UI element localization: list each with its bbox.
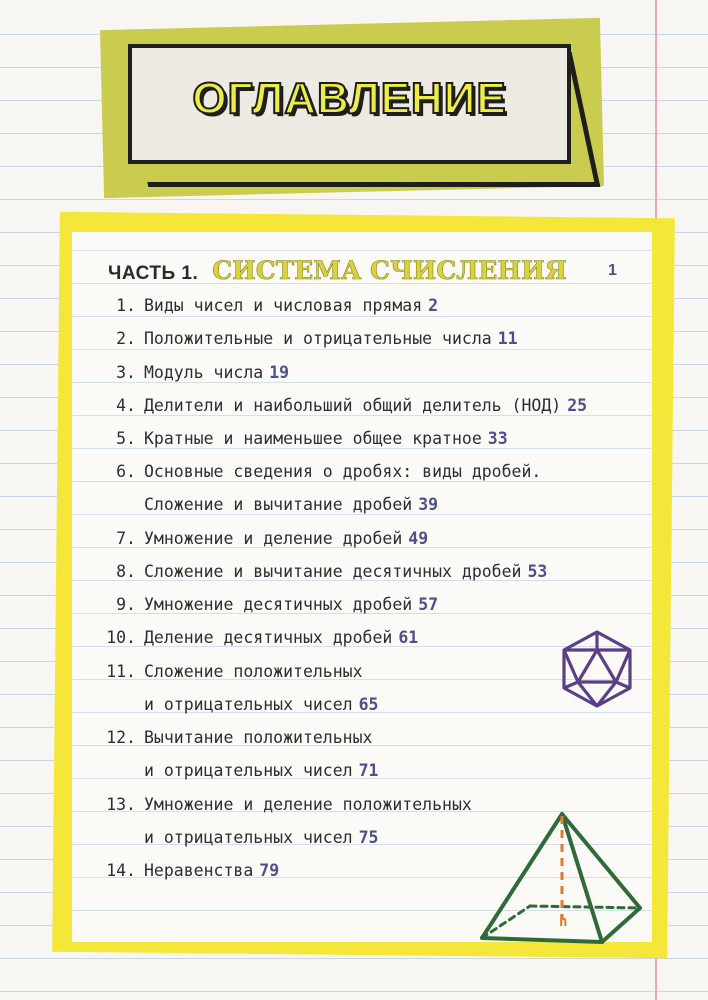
toc-item-number: 6. [116,462,136,481]
pyramid-icon [474,810,654,950]
part-label: ЧАСТЬ 1. [108,263,199,284]
toc-item-text-2: и отрицательных чисел [144,828,353,847]
toc-item-page: 25 [567,396,588,415]
svg-text:h: h [559,914,568,930]
toc-item-text: Кратные и наименьшее общее кратное [144,429,482,448]
toc-item-text: Вычитание положительных [144,728,373,747]
toc-item-page: 65 [358,695,379,714]
toc-item-page: 39 [418,495,439,514]
toc-item-number: 7. [116,529,136,548]
toc-item-number: 2. [116,329,136,348]
page-title: ОГЛАВЛЕНИЕ [192,74,507,123]
toc-item-page: 79 [259,861,280,880]
toc-item-number: 11. [106,662,136,681]
part-page-number: 1 [608,262,617,279]
toc-item-page: 49 [408,529,429,548]
toc-item-number: 13. [106,795,136,814]
toc-item-page: 75 [358,828,379,847]
toc-item-number: 14. [106,861,136,880]
toc-item-page: 2 [428,296,439,315]
toc-item-page: 19 [269,363,290,382]
icosahedron-icon [556,628,638,710]
toc-item-text: Умножение десятичных дробей [144,595,413,614]
toc-item-text: Умножение и деление дробей [144,529,403,548]
toc-item-number: 9. [116,595,136,614]
toc-item-text-2: и отрицательных чисел [144,695,353,714]
toc-item-text-2: и отрицательных чисел [144,761,353,780]
toc-item-text: Сложение положительных [144,662,363,681]
toc-item-text: Положительные и отрицательные числа [144,329,492,348]
toc-item-page: 33 [487,429,508,448]
toc-item-text: Неравенства [144,861,254,880]
toc-item-page: 61 [398,628,419,647]
toc-item-text: Сложение и вычитание десятичных дробей [144,562,522,581]
toc-item-number: 4. [116,396,136,415]
toc-item-number: 8. [116,562,136,581]
toc-item-page: 57 [418,595,439,614]
toc-item-number: 5. [116,429,136,448]
toc-item-number: 1. [116,296,136,315]
toc-item-page: 71 [358,761,379,780]
toc-item-text-2: Сложение и вычитание дробей [144,495,413,514]
toc-item-text: Делители и наибольший общий делитель (НОД) [144,396,562,415]
toc-item-text: Основные сведения о дробях: виды дробей. [144,462,542,481]
toc-item-page: 11 [497,329,518,348]
toc-item-page: 53 [527,562,548,581]
part-title: СИСТЕМА СЧИСЛЕНИЯ [212,256,567,285]
toc-item-number: 12. [106,728,136,747]
toc-item-text: Виды чисел и числовая прямая [144,296,423,315]
part-heading [108,256,567,285]
toc-item-number: 10. [106,628,136,647]
toc-item-text: Модуль числа [144,363,264,382]
toc-item-text: Умножение и деление положительных [144,795,472,814]
toc-item-number: 3. [116,363,136,382]
toc-item-text: Деление десятичных дробей [144,628,393,647]
